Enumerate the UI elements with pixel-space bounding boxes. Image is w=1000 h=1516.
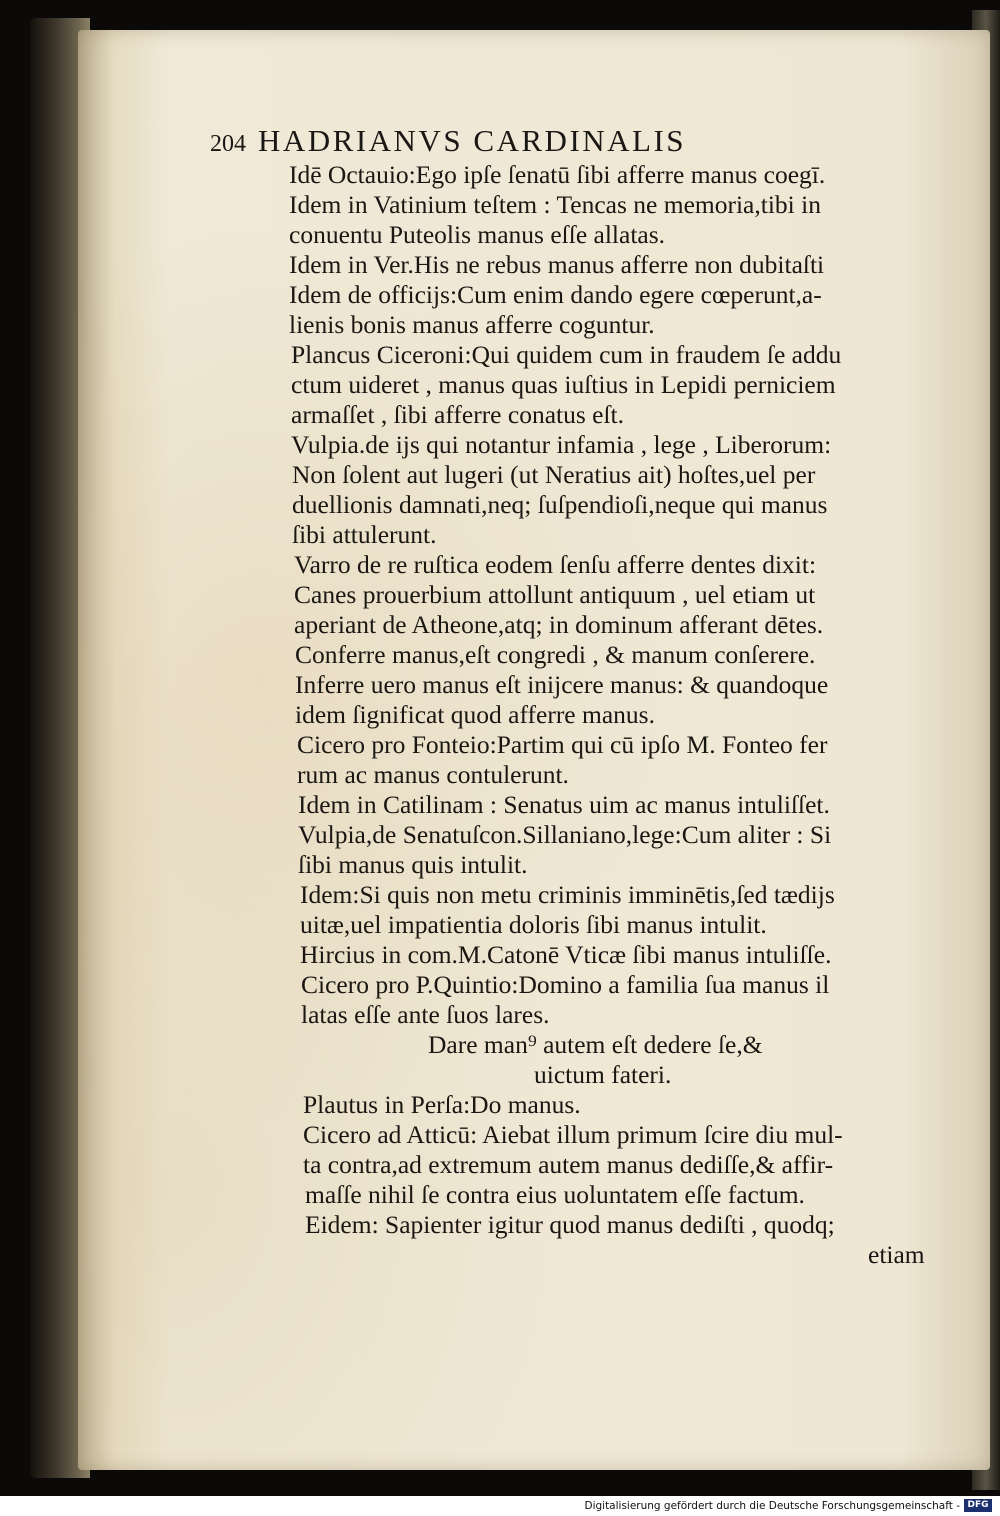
text-line: idem ſignificat quod afferre manus. — [295, 700, 655, 729]
text-line: conuentu Puteolis manus eſſe allatas. — [289, 220, 666, 249]
running-head-title: HADRIANVS CARDINALIS — [258, 123, 687, 158]
text-line: Idē Octauio:Ego ipſe ſenatū ſibi afferre manus coegī. — [289, 160, 826, 189]
text-line: Idem in Ver.His ne rebus manus afferre non dubitaſti — [289, 250, 825, 279]
text-line: ſibi attulerunt. — [292, 520, 437, 549]
text-line: Varro de re ruſtica eodem ſenſu afferre dentes dixit: — [294, 550, 817, 579]
text-line: latas eſſe ante ſuos lares. — [301, 1000, 550, 1029]
text-line: Cicero pro P.Quintio:Domino a familia ſua manus il — [301, 970, 830, 999]
text-line: Cicero ad Atticū: Aiebat illum primum ſcire diu mul- — [303, 1120, 843, 1149]
text-line: ſibi manus quis intulit. — [298, 850, 528, 879]
text-line: Inferre uero manus eſt inijcere manus: & quandoque — [295, 670, 829, 699]
text-line: Eidem: Sapienter igitur quod manus dediſti , quodq; — [305, 1210, 835, 1239]
text-line: Idem de officijs:Cum enim dando egere cœperunt,a- — [289, 280, 822, 309]
running-head — [210, 123, 910, 159]
text-line: Idem in Vatinium teſtem : Tencas ne memoria,tibi in — [289, 190, 821, 219]
text-line: Cicero pro Fonteio:Partim qui cū ipſo M. Fonteo fer — [297, 730, 828, 759]
text-line: ctum uideret , manus quas iuſtius in Lepidi perniciem — [291, 370, 836, 399]
catchword: etiam — [868, 1240, 925, 1269]
text-line: Plancus Ciceroni:Qui quidem cum in fraudem ſe addu — [291, 340, 842, 369]
text-line: Hircius in com.M.Catonē Vticæ ſibi manus intuliſſe. — [300, 940, 832, 969]
section-heading: uictum fateri. — [534, 1060, 672, 1089]
text-line: Vulpia.de ijs qui notantur infamia , lege , Liberorum: — [291, 430, 832, 459]
text-line: Non ſolent aut lugeri (ut Neratius ait) hoſtes,uel per — [292, 460, 816, 489]
text-line: armaſſet , ſibi afferre conatus eſt. — [291, 400, 625, 429]
text-line: Plautus in Perſa:Do manus. — [303, 1090, 581, 1119]
text-line: ta contra,ad extremum autem manus dediſſe,& affir- — [303, 1150, 834, 1179]
text-line: uitæ,uel impatientia doloris ſibi manus intulit. — [300, 910, 767, 939]
page-number: 204 — [210, 131, 246, 157]
text-line: maſſe nihil ſe contra eius uoluntatem eſſe factum. — [305, 1180, 805, 1209]
dfg-logo-icon[interactable]: DFG — [964, 1499, 992, 1512]
text-line: Idem in Catilinam : Senatus uim ac manus intuliſſet. — [298, 790, 830, 819]
text-line: aperiant de Atheone,atq; in dominum afferant dētes. — [294, 610, 824, 639]
text-line: rum ac manus contulerunt. — [297, 760, 569, 789]
dfg-credit: Digitalisierung gefördert durch die Deutsche Forschungsgemeinschaft - — [584, 1500, 960, 1512]
text-line: Conferre manus,eſt congredi , & manum conſerere. — [295, 640, 816, 669]
text-line: Idem:Si quis non metu criminis imminētis,ſed tædijs — [300, 880, 835, 909]
text-line: Canes prouerbium attollunt antiquum , uel etiam ut — [294, 580, 816, 609]
text-line: duellionis damnati,neq; ſuſpendioſi,neque qui manus — [292, 490, 828, 519]
section-heading: Dare man⁹ autem eſt dedere ſe,& — [428, 1030, 763, 1059]
text-line: Vulpia,de Senatuſcon.Sillaniano,lege:Cum aliter : Si — [298, 820, 832, 849]
text-line: lienis bonis manus afferre coguntur. — [289, 310, 655, 339]
